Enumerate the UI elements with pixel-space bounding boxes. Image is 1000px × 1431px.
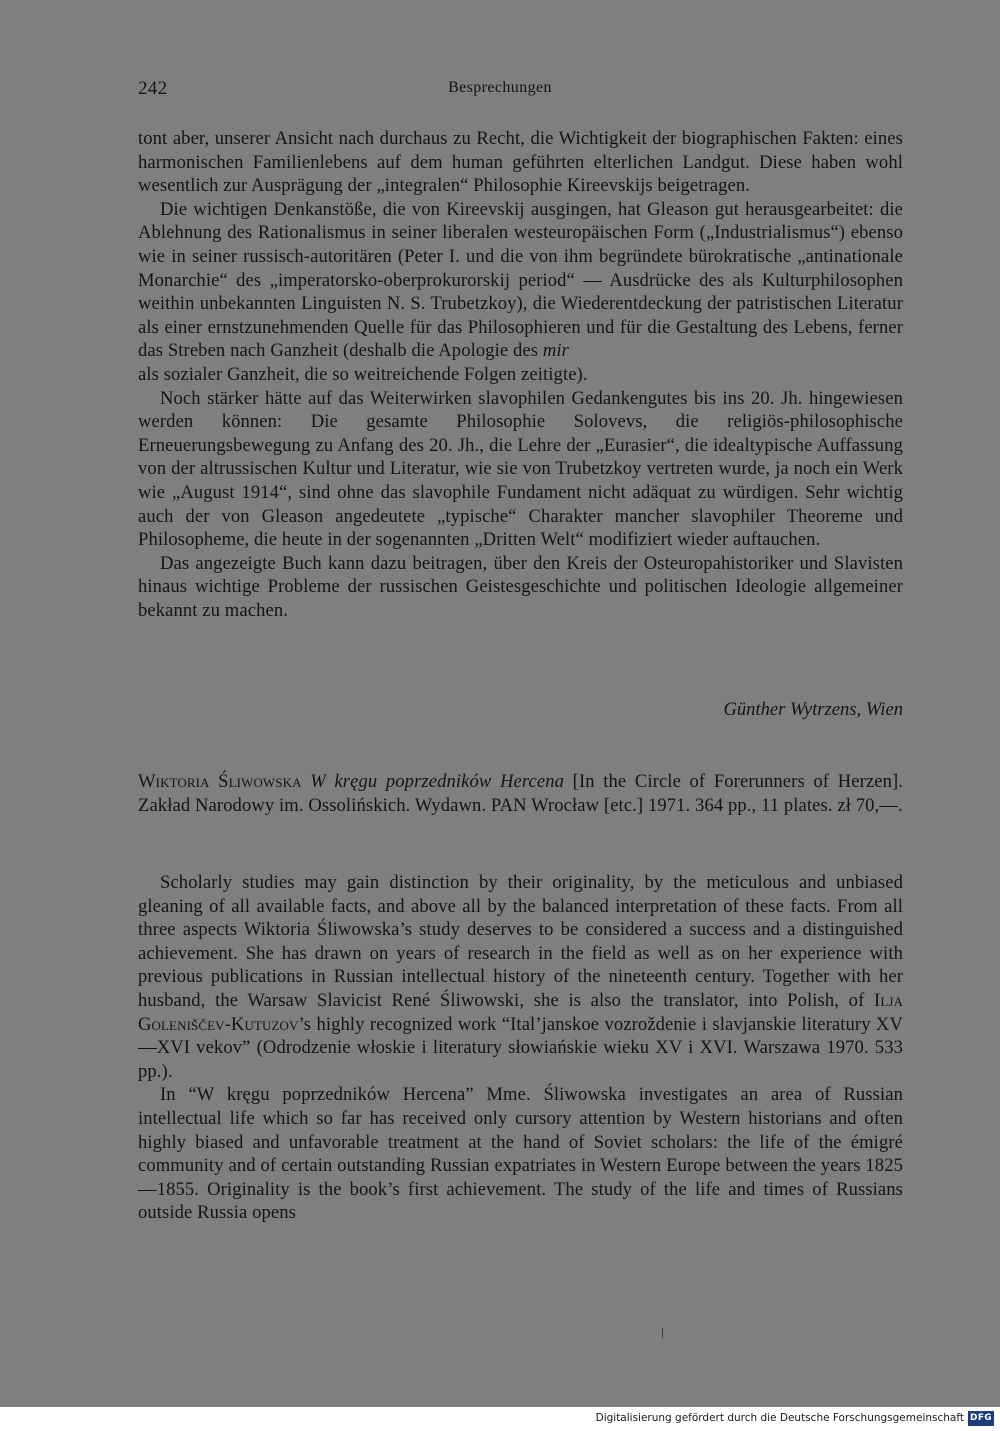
review1-paragraph-2: [138, 198, 903, 387]
dfg-logo: DFG: [968, 1411, 994, 1426]
review2-paragraph-1: [138, 871, 903, 1083]
review-german-body: [138, 127, 903, 622]
review1-paragraph-1: tont aber, unserer Ansicht nach durchaus zu Recht, die Wichtigkeit der biographischen Fakten: eines harmonischen Familienlebens auf dem human geführten elterlichen Landgut. Diese haben wohl wesentlich zur Ausprägung der „integralen“ Philosophie Kireevskijs beigetragen.: [138, 128, 903, 197]
digitization-footer: [0, 1407, 1000, 1431]
review1-paragraph-2-tail: als sozialer Ganzheit, die so weitreichende Folgen zeitigte).: [138, 363, 588, 385]
footer-credit: Digitalisierung gefördert durch die Deutsche Forschungsgemeinschaft: [595, 1412, 964, 1424]
cited-author-name: Ilja Goleniščev-Kutuzov: [138, 989, 904, 1035]
page-number: 242: [138, 78, 168, 99]
scan-mark: [662, 1328, 663, 1338]
book-title: W kręgu poprzedników Hercena: [310, 771, 565, 792]
review1-paragraph-3: Noch stärker hätte auf das Weiterwirken slavophilen Gedankengutes bis ins 20. Jh. hingewiesen werden können: Die gesamte Philosophie Solovevs, die religiös-philosophische Erneuerungsbewegung zu Anfang des 20. Jh., die Lehre der „Eurasier“, die idealtypische Auffassung von der altrussischen Kultur und Literatur, wie sie von Trubetzkoy vertreten wurde, ja noch ein Werk wie „August 1914“, sind ohne das slavophile Fundament nicht adäquat zu würdigen. Sehr wichtig auch der von Gleason angedeutete „typische“ Charakter mancher slavophiler Theoreme und Philosopheme, die heute in der sogenannten „Dritten Welt“ modifiziert wieder auftauchen.: [138, 387, 903, 551]
review2-paragraph-1-rest: ’s highly recognized work “Ital’janskoe vozroždenie i slavjanskie literatury XV—XVI vekov” (Odrodzenie włoskie i literatury słowiańskie wieku XV i XVI. Warszawa 1970. 533 pp.).: [138, 1013, 903, 1082]
reviewer-signature: Günther Wytrzens, Wien: [723, 699, 903, 720]
review1-paragraph-4: Das angezeigte Buch kann dazu beitragen, über den Kreis der Osteuropahistoriker und Slavisten hinaus wichtige Probleme der russischen Geistesgeschichte und politischen Ideologie allgemeiner bekannt zu machen.: [138, 552, 903, 621]
book-author: Wiktoria Śliwowska: [138, 771, 302, 792]
book-details: [In the Circle of Forerunners of Herzen]. Zakład Narodowy im. Ossolińskich. Wydawn. PAN Wrocław [etc.] 1971. 364 pp., 11 plates. zł 70,—.: [138, 771, 904, 816]
bibliographic-entry-text: [138, 770, 903, 817]
italic-term-mir: mir: [542, 340, 569, 362]
review2-paragraph-2: In “W kręgu poprzedników Hercena” Mme. Śliwowska investigates an area of Russian intellectual life which so far has received only cursory attention by Western historians and often highly biased and unfavorable treatment at the hand of Soviet scholars: the life of the émigré community and of certain outstanding Russian expatriates in Western Europe between the years 1825—1855. Originality is the book’s first achievement. The study of the life and times of Russians outside Russia opens: [138, 1084, 903, 1224]
review1-paragraph-2-text: Die wichtigen Denkanstöße, die von Kireevskij ausgingen, hat Gleason gut herausgearbeitet: die Ablehnung des Rationalismus in seiner liberalen westeuropäischen Form („Industrialismus“) ebenso wie in seiner russisch-autoritären (Peter I. und die von ihm begründete bürokratische „antinationale Monarchie“ des „imperatorsko-oberprokurorskij period“ — Ausdrücke des als Kulturphilosophen weithin unbekannten Linguisten N. S. Trubetzkoy), die Wiederentdeckung der patristischen Literatur als einer ernstzunehmenden Quelle für das Philosophieren und für die Gestaltung des Lebens, ferner das Streben nach Ganzheit (deshalb die Apologie des: [138, 198, 903, 362]
review2-paragraph-1-text: Scholarly studies may gain distinction by their originality, by the meticulous and unbiased gleaning of all available facts, and above all by the balanced interpretation of these facts. From all three aspects Wiktoria Śliwowska’s study deserves to be considered a success and a distinguished achievement. She has drawn on years of research in the field as well as on her experience with previous publications in Russian intellectual history of the nineteenth century. Together with her husband, the Warsaw Slavicist René Śliwowski, she is also the translator, into Polish, of: [138, 872, 903, 1011]
running-title: Besprechungen: [448, 79, 552, 96]
bibliographic-entry: [138, 770, 903, 817]
review-english-body: [138, 871, 903, 1225]
